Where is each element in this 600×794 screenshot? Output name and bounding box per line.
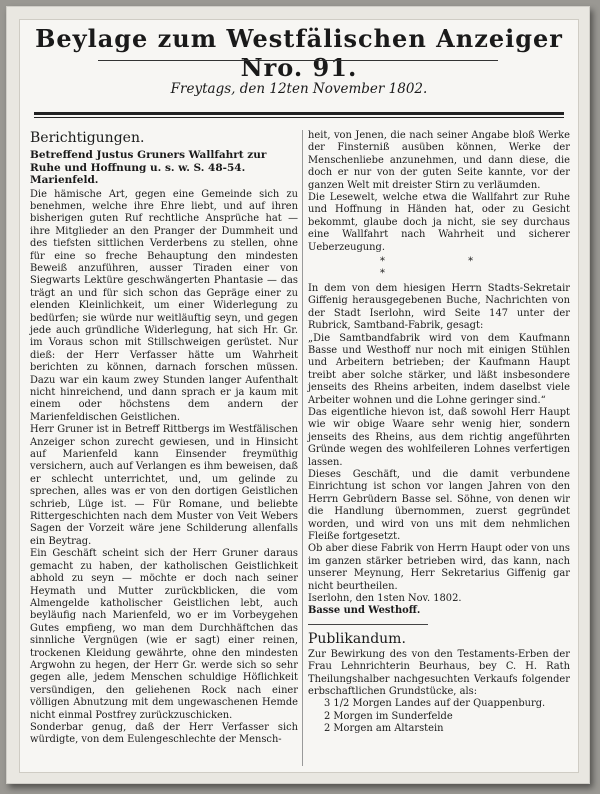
list-item: 2 Morgen am Altarstein bbox=[324, 723, 444, 735]
paragraph: Dieses Geschäft, und die damit verbundene Einrichtung ist schon vor langen Jahren von den Herrn Gebrüdern Basse sel. Söhne, von denen wir die Handlung übernommen, zuerst gegründet worden, und wird von uns mit dem nehmlichen Fleiße fortgesetzt. bbox=[308, 468, 570, 542]
section-heading-publikandum: Publikandum. bbox=[308, 630, 406, 647]
newspaper-page bbox=[19, 19, 579, 773]
property-list bbox=[308, 698, 570, 735]
paragraph: Herr Gruner ist in Betreff Rittbergs im Westfälischen Anzeiger schon zurecht gewiesen, und in Hinsicht auf Marienfeld kann Einsender freymüthig versichern, auch auf Verlangen es ihm beweisen, daß er schlecht unterrichtet, und, um gelinde zu sprechen, alles was er von den dortigen Geistlichen schrieb, Lüge ist. — Für Romane, und beliebte Rittergeschichten nach dem Muster von Veit Webers Sagen der Vorzeit wäre jene Schilderung allenfalls ein Beytrag. bbox=[30, 424, 298, 547]
list-item: 2 Morgen im Sunderfelde bbox=[324, 710, 453, 722]
paragraph: Zur Bewirkung des von den Testaments-Erben der Frau Lehnrichterin Beurhaus, bey C. H. Rath Theilungshalber nachgesuchten Verkaufs folgender erbschaftlichen Grundstücke, als: bbox=[308, 648, 570, 698]
quote-paragraph: „Die Samtbandfabrik wird von dem Kaufmann Basse und Westhoff nur noch mit einigen Stühlen und Arbeitern betrieben; der Kaufmann Haupt treibt aber solche stärker, und läßt insbesondere jenseits des Rheins arbeiten, indem daselbst viele Arbeiter wohnen und die Lohne geringer sind.“ bbox=[308, 332, 570, 406]
paragraph: Ein Geschäft scheint sich der Herr Gruner daraus gemacht zu haben, der katholischen Geistlichkeit abhold zu seyn — möchte er doch nach seiner Heymath und Mutter zurückblicken, die vom Almengelde katholischer Geistlichen lebt, auch beyläufig nach Marienfeld, wo er im Vorbeygehen Gutes empfieng, wo man dem Durchhäftchen das sinnliche Vergnügen (wie er sagt) einer reinen, trockenen Kleidung gewährte, ohne den mindesten Argwohn zu hegen, der Herr Gr. werde sich so sehr gegen alle, jedem Menschen schuldige Höflichkeit versündigen, den geliehenen Rock nach einer völligen Abnutzung mit dem ungewaschenen Hemde nicht einmal Postfrey zurückzuschicken. bbox=[30, 548, 298, 721]
document-frame bbox=[6, 6, 590, 784]
signature-name: Basse und Westhoff. bbox=[308, 605, 421, 617]
publikandum-body bbox=[308, 649, 570, 699]
left-column bbox=[30, 130, 298, 747]
paragraph: Die Lesewelt, welche etwa die Wallfahrt zur Ruhe und Hoffnung in Händen hat, oder zu Gesicht bekommt, glaube doch ja nicht, sie sey durchaus eine Wallfahrt nach Wahrheit und sicherer Ueberzeugung. bbox=[308, 192, 570, 253]
dateline: Freytags, den 12ten November 1802. bbox=[170, 81, 428, 97]
paragraph: heit, von Jenen, die nach seiner Angabe bloß Werke der Finsterniß ausüben können, Werke der Menschenliebe anzunehmen, und dann diese, die doch er nur von der guten Seite kannte, vor der ganzen Welt mit dreister Stirn zu verläumden. bbox=[308, 130, 570, 191]
masthead: Beylage zum Westfälischen Anzeiger Nro. 91. bbox=[35, 24, 563, 82]
signature-place-date: Iserlohn, den 1sten Nov. 1802. bbox=[308, 593, 462, 605]
section-stars: * * * bbox=[380, 256, 514, 280]
paragraph: In dem von dem hiesigen Herrn Stadts-Sekretair Giffenig herausgegebenen Buche, Nachrichten von der Stadt Iserlohn, wird Seite 147 unter der Rubrick, Samtband-Fabrik, gesagt: bbox=[308, 282, 570, 332]
header-rule-thick bbox=[34, 112, 564, 115]
section-separator bbox=[308, 624, 428, 625]
paragraph: Sonderbar genug, daß der Herr Verfasser sich würdigte, von dem Eulengeschlechte der Mensch- bbox=[30, 721, 298, 746]
list-item: 3 1/2 Morgen Landes auf der Quappenburg. bbox=[324, 698, 546, 710]
header-rule-thin bbox=[34, 117, 564, 118]
column-divider bbox=[302, 130, 303, 766]
paragraph: Die hämische Art, gegen eine Gemeinde sich zu benehmen, welche ihre Ehre liebt, und auf ihren bisherigen guten Ruf rechtliche Ansprüche hat — ihre Mitglieder an den Pranger der Dummheit und des tiefsten sittlichen Verderbens zu stellen, ohne für eine so freche Behauptung den mindesten Beweiß anzuführen, ausser Tiraden einer von Siegwarts Lektüre geschwängerten Phantasie — das trägt an und für sich schon das Gepräge einer zu elenden Kleinlichkeit, um einer Widerlegung zu bedürfen; sie würde nur weitläuftig seyn, und gegen jede auch gründliche Widerlegung, hat sich Hr. Gr. im Voraus schon mit Stillschweigen gerüstet. Nur dieß: der Herr Verfasser hätte um Wahrheit berichten zu können, darnach forschen müssen. Dazu war ein kaum zwey Stunden langer Aufenthalt nicht hinreichend, und dann sprach er ja kaum mit einem oder höchstens dem andern der Marienfeldischen Geistlichen. bbox=[30, 188, 298, 423]
masthead-rule bbox=[98, 60, 498, 61]
right-body bbox=[308, 130, 570, 618]
section-heading-berichtigungen: Berichtigungen. bbox=[30, 130, 145, 146]
left-body bbox=[30, 189, 298, 747]
article-subheading: Betreffend Justus Gruners Wallfahrt zur Ruhe und Hoffnung u. s. w. S. 48-54. Marienfeld. bbox=[30, 149, 267, 186]
paragraph: Ob aber diese Fabrik von Herrn Haupt oder von uns im ganzen stärker betrieben wird, das kann, nach unserer Meynung, Herr Sekretarius Giffenig gar nicht beurtheilen. bbox=[308, 543, 570, 592]
right-column bbox=[308, 130, 570, 736]
paragraph: Das eigentliche hievon ist, daß sowohl Herr Haupt wie wir obige Waare sehr wenig hier, sondern jenseits des Rheins, aus dem richtig angeführten Gründe wegen des wohlfeileren Lohnes verfertigen lassen. bbox=[308, 406, 570, 468]
